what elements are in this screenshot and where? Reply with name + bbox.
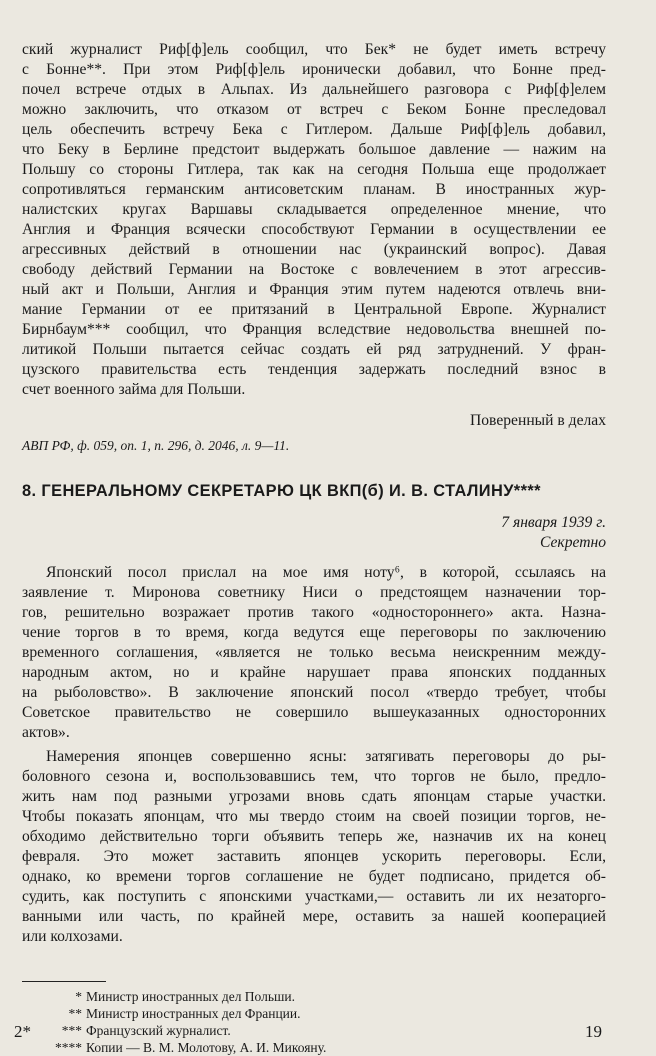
footnote-text: Министр иностранных дел Польши. (86, 989, 296, 1004)
text-line: цель обеспечить встречу Бека с Гитлером. Дальше Риф[ф]ель добавил, (22, 121, 606, 138)
text-line: цузского правительства есть тенденция задержать последний взнос в (22, 361, 606, 378)
page-content (22, 40, 606, 1056)
footnote-text: Французский журналист. (86, 1023, 231, 1038)
text-line: счет военного займа для Польши. (22, 381, 246, 398)
text-line: литикой Польши пытается сейчас создать ей ряд затруднений. У фран- (22, 341, 606, 358)
text-line: боловного сезона и, воспользовавшись тем, что торгов не было, предло- (22, 768, 606, 785)
text-line: ный акт и Польши, Англия и Франция этим путем надеются отвлечь вни- (22, 281, 606, 298)
paragraph-note-from-japan (22, 563, 606, 743)
footnote-mark: *** (61, 1023, 82, 1038)
text-line: свободу действий Германии на Востоке с вовлечением в этот агрессив- (22, 261, 606, 278)
text-line: чение торгов в то время, когда ведутся еще переговоры по заключению (22, 624, 606, 641)
text-line: Англия и Франция всячески способствуют Германии в осуществлении ее (22, 221, 606, 238)
text-line: гов, решительно возражает против такого «одностороннего» акта. Назна- (22, 604, 606, 621)
text-line: Японский посол прислал на мое имя ноту⁶, в которой, ссылаясь на (46, 564, 606, 581)
text-line: мание Германии от ее притязаний в Центральной Европе. Журналист (22, 301, 606, 318)
footnote (22, 1022, 606, 1039)
footnote-mark: ** (68, 1006, 82, 1021)
text-line: временного соглашения, «является не только весьма неискренним между- (22, 644, 606, 661)
document-date: 7 января 1939 г. (501, 514, 606, 531)
text-line: сопротивляться германским антисоветским планам. В иностранных жур- (22, 181, 606, 198)
text-line: налистских кругах Варшавы складывается определенное мнение, что (22, 201, 606, 218)
paragraph-intentions (22, 747, 606, 947)
text-line: однако, ко времени торгов соглашение не будет подписано, придется об- (22, 868, 606, 885)
footnote-text: Копии — В. М. Молотову, А. И. Микояну. (86, 1040, 327, 1055)
text-line: или колхозами. (22, 928, 123, 945)
footnotes (22, 988, 606, 1056)
text-line: почел встрече отдых в Альпах. Из дальнейшего разговора с Риф[ф]елем (22, 81, 606, 98)
text-line: Намерения японцев совершенно ясны: затягивать переговоры до ры- (46, 748, 606, 765)
signature-line: Поверенный в делах (470, 412, 606, 429)
footnote (22, 1039, 606, 1056)
footnote-mark: **** (55, 1040, 82, 1055)
page-number: 19 (585, 1022, 602, 1041)
text-line: народным актом, но и крайне нарушает права японских подданных (22, 664, 606, 681)
signature-mark: 2* (14, 1022, 31, 1041)
text-line: судить, как поступить с японскими участками,— оставить ли их незаторго- (22, 888, 606, 905)
text-line: с Бонне**. При этом Риф[ф]ель иронически добавил, что Бонне пред- (22, 61, 606, 78)
footnote-divider (22, 981, 106, 982)
text-line: на рыболовство». В заключение японский посол «твердо требует, чтобы (22, 684, 606, 701)
text-line: заявление т. Миронова советнику Ниси о предстоящем назначении тор- (22, 584, 606, 601)
text-line: Советское правительство не совершило вышеуказанных односторонних (22, 704, 606, 721)
footnote-text: Министр иностранных дел Франции. (86, 1006, 301, 1021)
text-line: ванными или часть, по крайней мере, оставить за нашей кооперацией (22, 908, 606, 925)
text-line: что Беку в Берлине предстоит выдержать большое давление — нажим на (22, 141, 606, 158)
document-heading: 8. ГЕНЕРАЛЬНОМУ СЕКРЕТАРЮ ЦК ВКП(б) И. В. СТАЛИНУ**** (22, 482, 541, 500)
archive-source: АВП РФ, ф. 059, оп. 1, п. 296, д. 2046, л. 9—11. (22, 438, 290, 453)
text-line: Польшу со стороны Гитлера, так как на сегодня Польша еще продолжает (22, 161, 606, 178)
text-line: Чтобы показать японцам, что мы твердо стоим на своей позиции торгов, не- (22, 808, 606, 825)
paragraph-continued (22, 40, 606, 400)
text-line: агрессивных действий в отношении нас (украинский вопрос). Давая (22, 241, 606, 258)
footnote (22, 988, 606, 1005)
classification-label: Секретно (539, 534, 606, 551)
text-line: обходимо действительно торги объявить теперь же, назначив их на конец (22, 828, 606, 845)
text-line: февраля. Это может заставить японцев ускорить переговоры. Если, (22, 848, 606, 865)
text-line: жить нам под разными угрозами вновь сдать японцам старые участки. (22, 788, 606, 805)
text-line: можно заключить, что отказом от встреч с Беком Бонне преследовал (22, 101, 606, 118)
text-line: ский журналист Риф[ф]ель сообщил, что Бек* не будет иметь встречу (22, 41, 606, 58)
text-line: Бирнбаум*** сообщил, что Франция вследствие недовольства внешней по- (22, 321, 606, 338)
footnote (22, 1005, 606, 1022)
date-block (22, 513, 606, 553)
footnote-mark: * (75, 989, 82, 1004)
text-line: актов». (22, 724, 70, 741)
